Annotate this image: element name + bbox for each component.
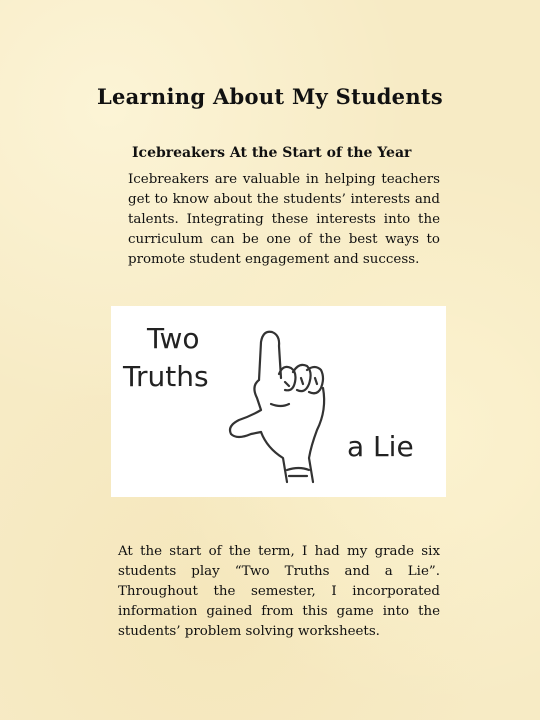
hand-illustration bbox=[111, 306, 446, 497]
hand-icon bbox=[230, 332, 324, 482]
image-text-a-lie: a Lie bbox=[347, 430, 414, 463]
intro-paragraph: Icebreakers are valuable in helping teachers get to know about the students’ interests and talents. Integrating these interests into the curriculum can be one of the best ways to promote student engagement and success. bbox=[128, 172, 440, 267]
two-truths-and-a-lie-image bbox=[111, 306, 446, 497]
page-title: Learning About My Students bbox=[96, 84, 444, 109]
image-text-truths: Truths bbox=[123, 360, 209, 393]
section-heading: Icebreakers At the Start of the Year bbox=[132, 145, 412, 161]
image-text-two: Two bbox=[147, 322, 200, 355]
closing-paragraph: At the start of the term, I had my grade six students play “Two Truths and a Lie”. Throughout the semester, I incorporated information gained from this game into the students’ problem solving worksheets. bbox=[118, 544, 440, 639]
